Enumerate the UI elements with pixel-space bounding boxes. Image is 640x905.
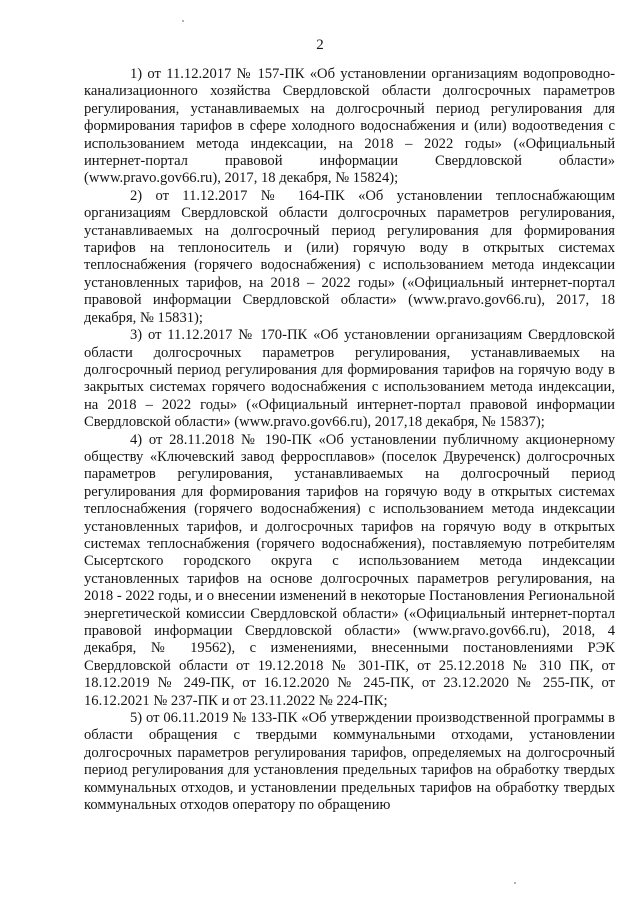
page-number: 2 [316, 37, 324, 53]
list-item-3: 3) от 11.12.2017 № 170-ПК «Об установлении организациям Свердловской области долгосрочных параметров регулирования, устанавливаемых на долгосрочный период регулирования для формирования тарифов на горячую воду в закрытых системах горячего водоснабжения с использованием метода индексации, на 2018 – 2022 годы» («Официальный интернет-портал правовой информации Свердловской области» (www.pravo.gov66.ru), 2017,18 декабря, № 15837); [84, 327, 615, 431]
list-item-4: 4) от 28.11.2018 № 190-ПК «Об установлении публичному акционерному обществу «Ключевский завод ферросплавов» (поселок Двуреченск) долгосрочных параметров регулирования, устанавливаемых на долгосрочный период регулирования для формирования тарифов на горячую воду в открытых системах теплоснабжения (горячего водоснабжения) с использованием метода индексации установленных тарифов, и долгосрочных тарифов на горячую воду в открытых системах теплоснабжения (горячего водоснабжения), поставляемую потребителям Сысертского городского округа с использованием метода индексации установленных тарифов на основе долгосрочных параметров регулирования, на 2018 - 2022 годы, и о внесении изменений в некоторые Постановления Региональной энергетической комиссии Свердловской области» («Официальный интернет-портал правовой информации Свердловской области» (www.pravo.gov66.ru), 2018, 4 декабря, № 19562), с изменениями, внесенными постановлениями РЭК Свердловской области от 19.12.2018 № 301-ПК, от 25.12.2018 № 310 ПК, от 18.12.2019 № 249-ПК, от 16.12.2020 № 245-ПК, от 23.12.2020 № 255-ПК, от 16.12.2021 № 237-ПК и от 23.11.2022 № 224-ПК; [84, 431, 615, 709]
list-item-1: 1) от 11.12.2017 № 157-ПК «Об установлении организациям водопроводно-канализационного хозяйства Свердловской области долгосрочных параметров регулирования, устанавливаемых на долгосрочный период регулирования для формирования тарифов в сфере холодного водоснабжения и (или) водоотведения с использованием метода индексации, на 2018 – 2022 годы» («Официальный интернет-портал правовой информации Свердловской области» (www.pravo.gov66.ru), 2017, 18 декабря, № 15824); [84, 66, 615, 187]
scan-speck [182, 20, 184, 22]
list-item-2: 2) от 11.12.2017 № 164-ПК «Об установлении теплоснабжающим организациям Свердловской области долгосрочных параметров регулирования, устанавливаемых на долгосрочный период регулирования для формирования тарифов на теплоноситель и (или) горячую воду в открытых системах теплоснабжения (горячего водоснабжения) с использованием метода индексации установленных тарифов, на 2018 – 2022 годы» («Официальный интернет-портал правовой информации Свердловской области» (www.pravo.gov66.ru), 2017, 18 декабря, № 15831); [84, 187, 615, 326]
list-item-5: 5) от 06.11.2019 № 133-ПК «Об утверждении производственной программы в области обращения с твердыми коммунальными отходами, установлении долгосрочных параметров регулирования тарифов, определяемых на долгосрочный период регулирования для установления предельных тарифов на обработку твердых коммунальных отходов, и установлении предельных тарифов на обработку твердых коммунальных отходов оператору по обращению [84, 710, 615, 814]
document-body [84, 66, 615, 814]
scan-speck [514, 882, 516, 884]
